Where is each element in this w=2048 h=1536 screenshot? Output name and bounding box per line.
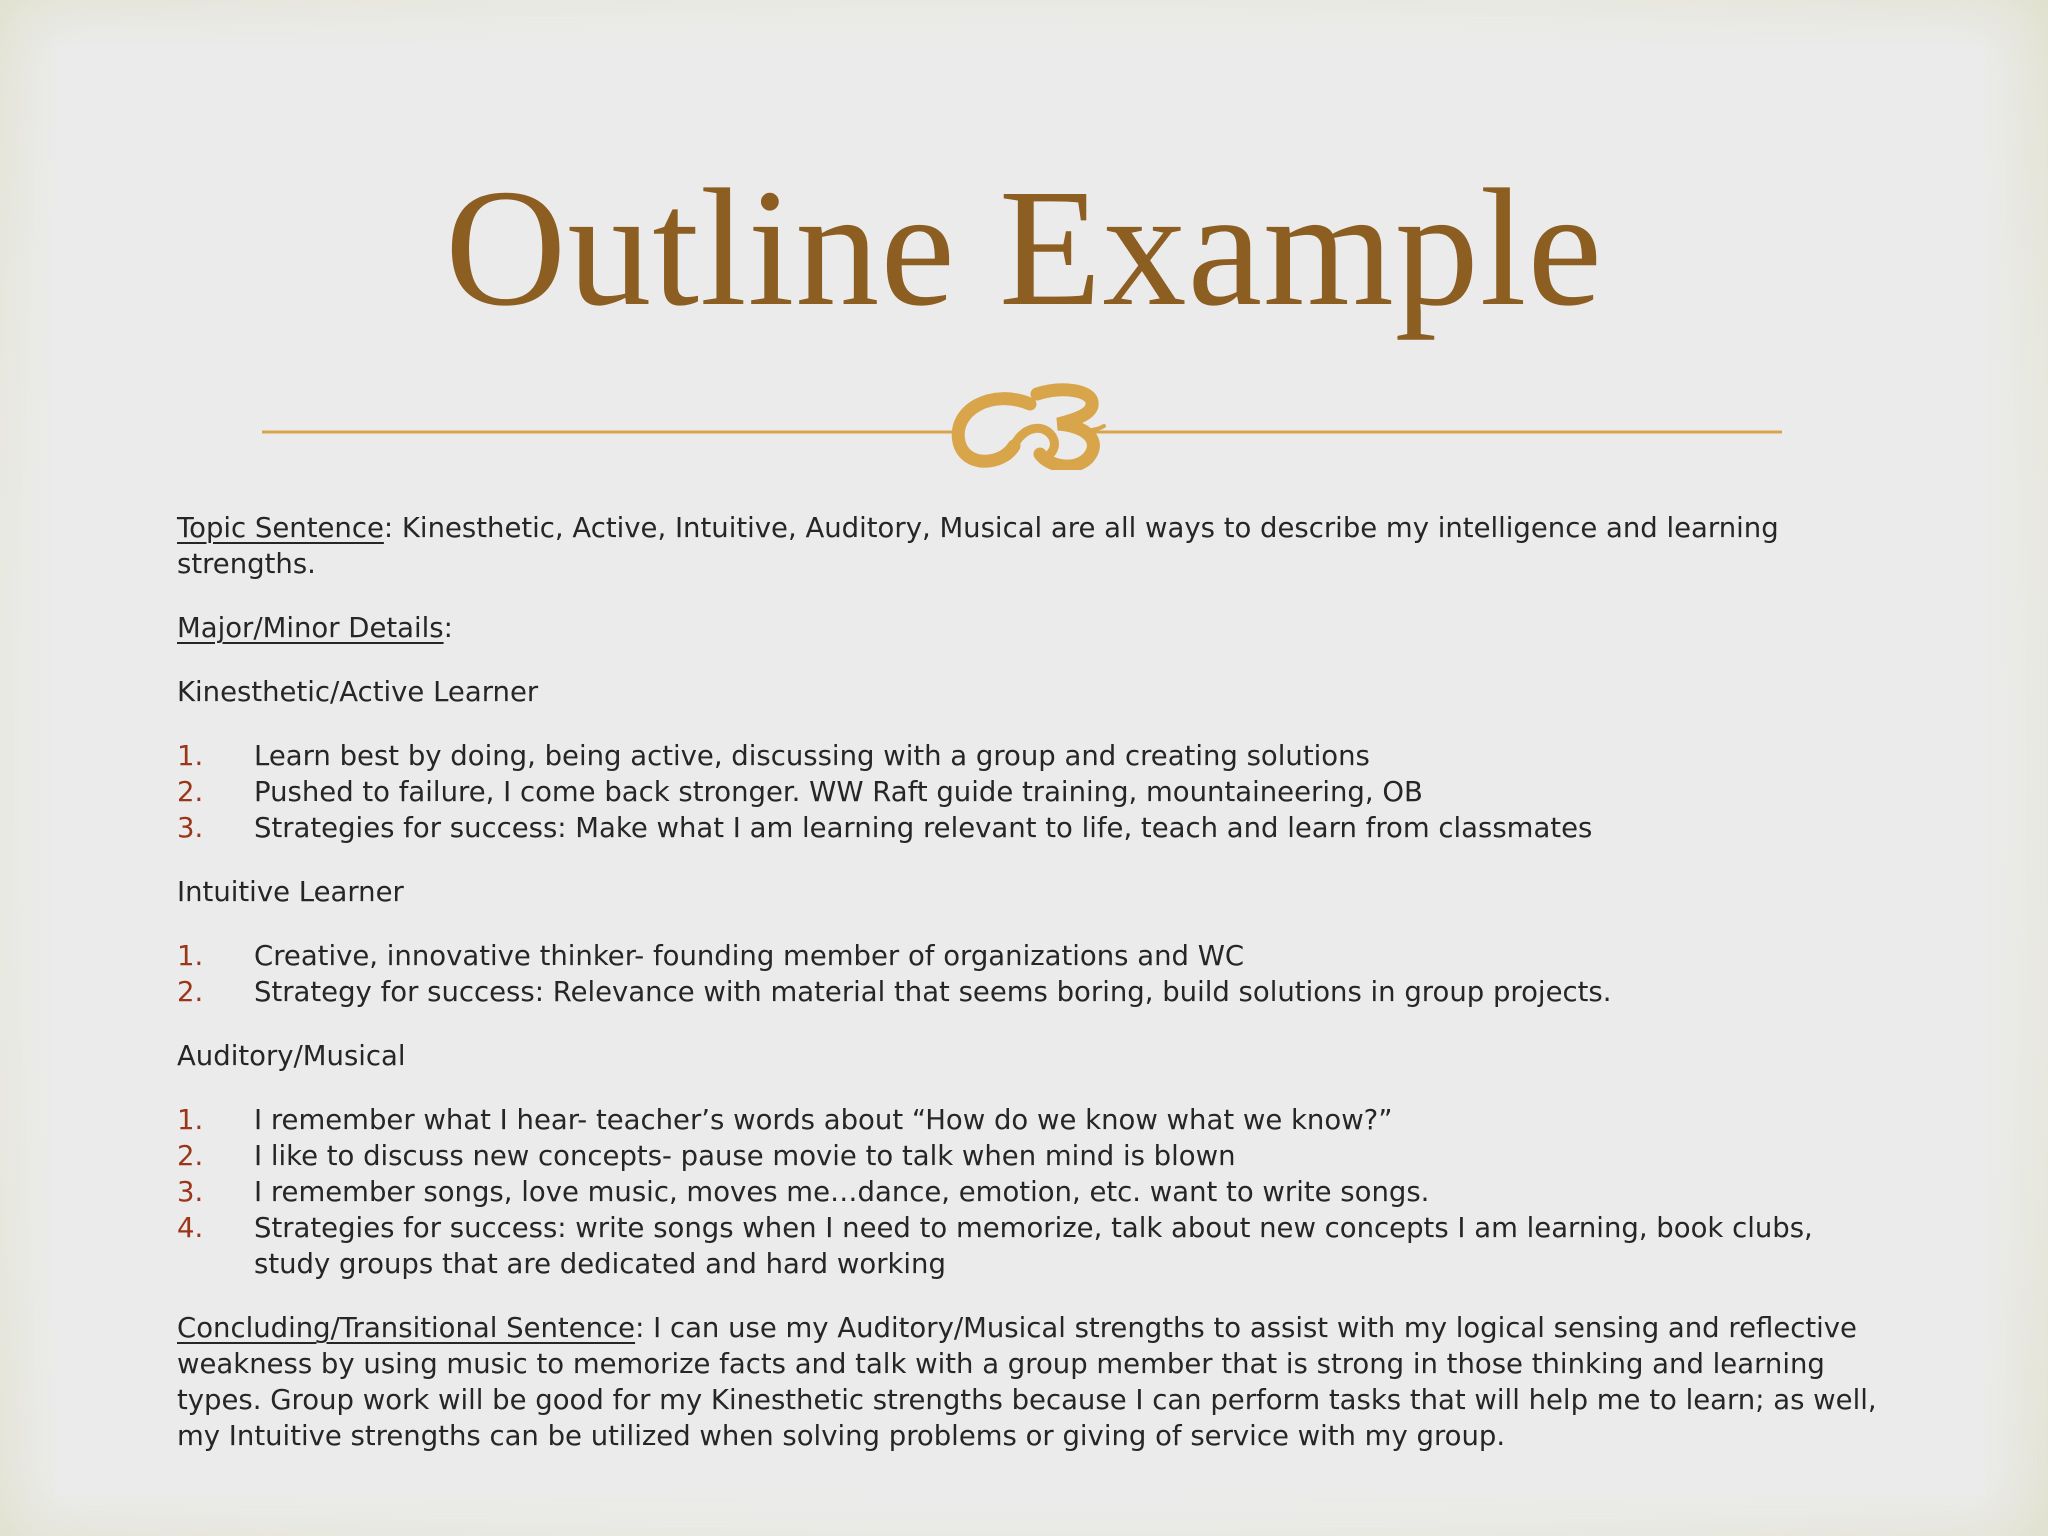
concluding-sentence <box>177 1310 1877 1454</box>
ornament-flourish-icon <box>958 390 1104 466</box>
list-number: 1. <box>177 940 204 972</box>
list-item-text: Strategies for success: Make what I am learning relevant to life, teach and learn from classmates <box>254 812 1593 844</box>
list-item-text: Strategies for success: write songs when I need to memorize, talk about new concepts I am learning, book clubs, study groups that are dedicated and hard working <box>254 1212 1813 1280</box>
details-label: Major/Minor Details <box>177 612 444 644</box>
list-item <box>177 774 1877 810</box>
list-auditory <box>177 1102 1877 1282</box>
list-item <box>177 1138 1877 1174</box>
slide-title: Outline Example <box>444 155 1604 341</box>
list-item <box>177 974 1877 1010</box>
list-item <box>177 1102 1877 1138</box>
list-number: 2. <box>177 976 204 1008</box>
details-heading <box>177 610 1877 646</box>
concluding-sentence-label: Concluding/Transitional Sentence <box>177 1312 636 1344</box>
title-divider <box>262 380 1782 470</box>
list-number: 1. <box>177 1104 204 1136</box>
list-item <box>177 1210 1877 1282</box>
section-heading-auditory: Auditory/Musical <box>177 1040 406 1072</box>
list-intuitive <box>177 938 1877 1010</box>
list-item-text: I remember what I hear- teacher’s words about “How do we know what we know?” <box>254 1104 1393 1136</box>
list-item-text: Pushed to failure, I come back stronger. WW Raft guide training, mountaineering, OB <box>254 776 1423 808</box>
list-number: 4. <box>177 1212 204 1244</box>
topic-sentence-label: Topic Sentence <box>177 512 384 544</box>
concluding-sentence-text: : I can use my Auditory/Musical strengths to assist with my logical sensing and reflective weakness by using music to memorize facts and talk with a group member that is strong in those thinking and learning types. Group work will be good for my Kinesthetic strengths because I can perform tasks that will help me to learn; as well, my Intuitive strengths can be utilized when solving problems or giving of service with my group. <box>177 1312 1877 1452</box>
list-item-text: Creative, innovative thinker- founding member of organizations and WC <box>254 940 1245 972</box>
topic-sentence <box>177 510 1877 582</box>
list-item-text: I like to discuss new concepts- pause movie to talk when mind is blown <box>254 1140 1236 1172</box>
list-number: 3. <box>177 812 204 844</box>
list-number: 2. <box>177 776 204 808</box>
outline-body <box>177 510 1877 1454</box>
list-number: 2. <box>177 1140 204 1172</box>
list-item <box>177 738 1877 774</box>
list-item <box>177 938 1877 974</box>
list-item-text: Strategy for success: Relevance with material that seems boring, build solutions in group projects. <box>254 976 1612 1008</box>
list-kinesthetic <box>177 738 1877 846</box>
details-suffix: : <box>443 612 453 644</box>
list-number: 3. <box>177 1176 204 1208</box>
list-item-text: Learn best by doing, being active, discussing with a group and creating solutions <box>254 740 1370 772</box>
section-heading-kinesthetic: Kinesthetic/Active Learner <box>177 676 539 708</box>
list-item <box>177 810 1877 846</box>
list-item <box>177 1174 1877 1210</box>
section-heading-intuitive: Intuitive Learner <box>177 876 404 908</box>
list-number: 1. <box>177 740 204 772</box>
topic-sentence-text: : Kinesthetic, Active, Intuitive, Auditory, Musical are all ways to describe my intelligence and learning strengths. <box>177 512 1779 580</box>
list-item-text: I remember songs, love music, moves me…dance, emotion, etc. want to write songs. <box>254 1176 1430 1208</box>
